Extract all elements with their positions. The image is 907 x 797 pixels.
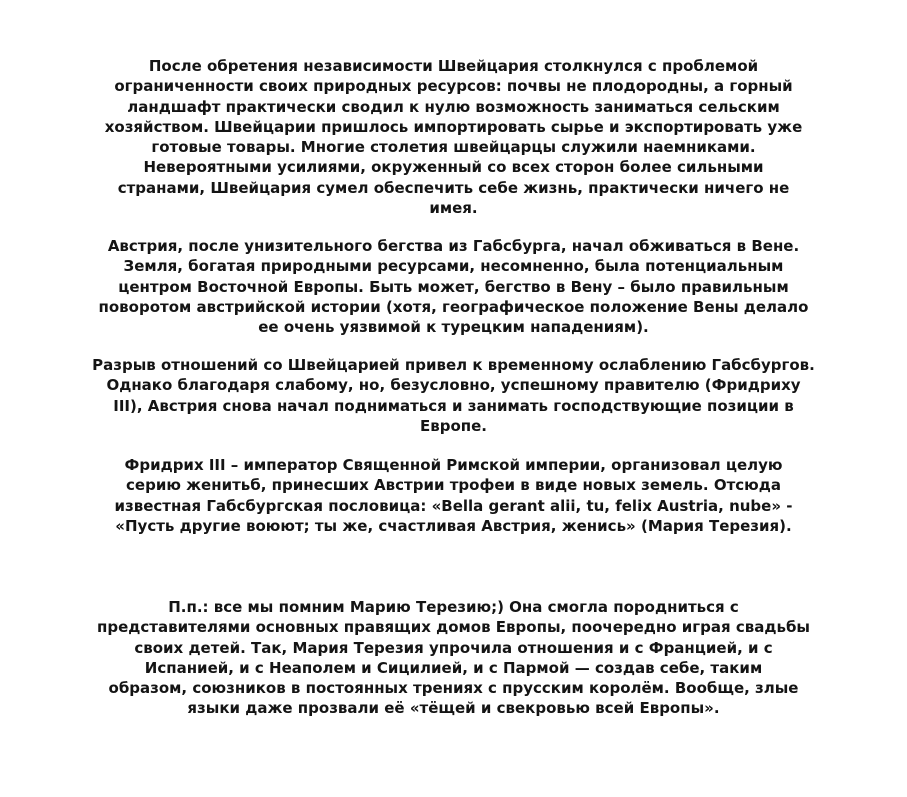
- text-line: Европе.: [419, 416, 488, 435]
- text-line: «Пусть другие воюют; ты же, счастливая Австрия, женись» (Мария Терезия).: [115, 516, 792, 535]
- text-line: образом, союзников в постоянных трениях с прусским королём. Вообще, злые: [108, 679, 799, 698]
- text-line: Невероятными усилиями, окруженный со всех сторон более сильными: [143, 158, 764, 177]
- text-line: хозяйством. Швейцарии пришлось импортировать сырье и экспортировать уже: [104, 117, 803, 136]
- paragraph-austria-vienna: [20, 236, 887, 337]
- paragraph-habsburg-weakening: [20, 355, 887, 436]
- text-line: ограниченности своих природных ресурсов: почвы не плодородны, а горный: [114, 77, 793, 96]
- text-line: серию женитьб, принесших Австрии трофеи в виде новых земель. Отсюда: [126, 476, 781, 495]
- text-line: имея.: [429, 199, 478, 218]
- text-line: готовые товары. Многие столетия швейцарцы служили наемниками.: [151, 138, 756, 157]
- text-line: Испанией, и с Неаполем и Сицилией, и с Пармой — создав себе, таким: [144, 658, 763, 677]
- text-line: центром Восточной Европы. Быть может, бегство в Вену – было правильным: [118, 277, 789, 296]
- text-line: странами, Швейцария сумел обеспечить себе жизнь, практически ничего не: [117, 178, 790, 197]
- text-line: языки даже прозвали её «тёщей и свекровью всей Европы».: [187, 699, 720, 718]
- text-line: известная Габсбургская пословица: «Bella gerant alii, tu, felix Austria, nube» -: [114, 496, 793, 515]
- text-line: Фридрих III – император Священной Римской империи, организовал целую: [124, 456, 783, 474]
- text-line: Однако благодаря слабому, но, безусловно, успешному правителю (Фридриху: [106, 376, 801, 395]
- text-line: Австрия, после унизительного бегства из Габсбурга, начал обживаться в Вене.: [107, 237, 800, 255]
- text-line: П.п.: все мы помним Марию Терезию;) Она смогла породниться с: [168, 598, 739, 616]
- text-line: ландшафт практически сводил к нулю возможность заниматься сельским: [127, 97, 780, 116]
- text-line: представителями основных правящих домов Европы, поочередно играя свадьбы: [97, 618, 810, 637]
- text-line: ее очень уязвимой к турецким нападениям).: [258, 318, 649, 337]
- text-line: Разрыв отношений со Швейцарией привел к временному ослаблению Габсбургов.: [92, 356, 815, 374]
- paragraph-switzerland-resources: [20, 56, 887, 218]
- text-line: После обретения независимости Швейцария столкнулся с проблемой: [148, 57, 759, 75]
- text-line: III), Австрия снова начал подниматься и занимать господствующие позиции в: [113, 396, 794, 415]
- text-line: Земля, богатая природными ресурсами, несомненно, была потенциальным: [123, 257, 784, 276]
- text-line: поворотом австрийской истории (хотя, географическое положение Вены делало: [98, 297, 809, 316]
- paragraph-postscript-maria-theresa: [20, 597, 887, 719]
- text-line: своих детей. Так, Мария Терезия упрочила отношения и с Францией, и с: [134, 638, 773, 657]
- paragraph-frederick-marriages: [20, 455, 887, 536]
